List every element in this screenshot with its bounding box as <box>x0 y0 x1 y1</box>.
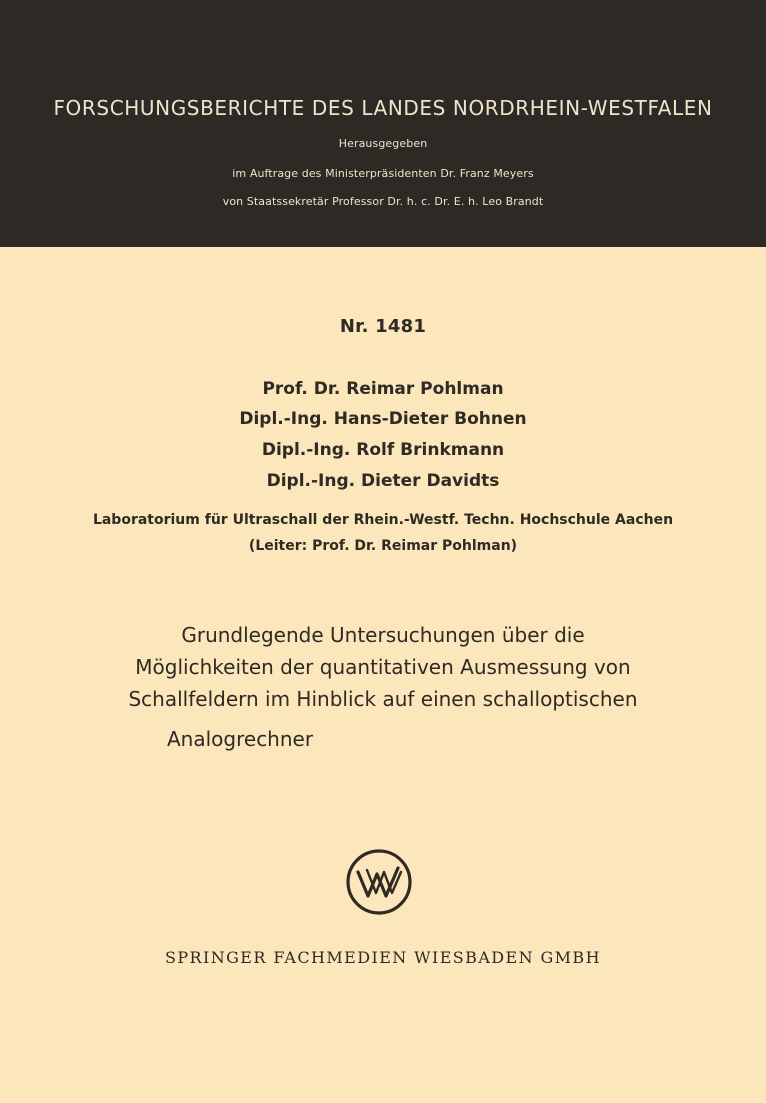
author-4: Dipl.-Ing. Dieter Davidts <box>266 471 500 491</box>
title-line-1: Grundlegende Untersuchungen über die <box>181 623 585 647</box>
series-header <box>0 0 766 247</box>
author-3: Dipl.-Ing. Rolf Brinkmann <box>261 440 505 460</box>
edited-by-label: Herausgegeben <box>338 137 428 150</box>
springer-monogram-icon <box>345 848 413 916</box>
commission-line: im Auftrage des Ministerpräsidenten Dr. Franz Meyers <box>232 167 534 180</box>
editor-line: von Staatssekretär Professor Dr. h. c. Dr. E. h. Leo Brandt <box>222 195 544 208</box>
laboratory-line: Laboratorium für Ultraschall der Rhein.-Westf. Techn. Hochschule Aachen <box>92 512 674 528</box>
author-1: Prof. Dr. Reimar Pohlman <box>262 379 504 399</box>
report-number: Nr. 1481 <box>339 316 427 337</box>
title-line-3: Schallfeldern im Hinblick auf einen schalloptischen <box>128 687 638 711</box>
publisher-name: SPRINGER FACHMEDIEN WIESBADEN GMBH <box>165 948 601 967</box>
author-2: Dipl.-Ing. Hans-Dieter Bohnen <box>239 409 527 429</box>
series-title: FORSCHUNGSBERICHTE DES LANDES NORDRHEIN-WESTFALEN <box>53 96 713 120</box>
title-line-2: Möglichkeiten der quantitativen Ausmessung von <box>135 655 631 679</box>
laboratory-head-line: (Leiter: Prof. Dr. Reimar Pohlman) <box>248 538 518 554</box>
title-line-4: Analogrechner <box>167 727 314 751</box>
